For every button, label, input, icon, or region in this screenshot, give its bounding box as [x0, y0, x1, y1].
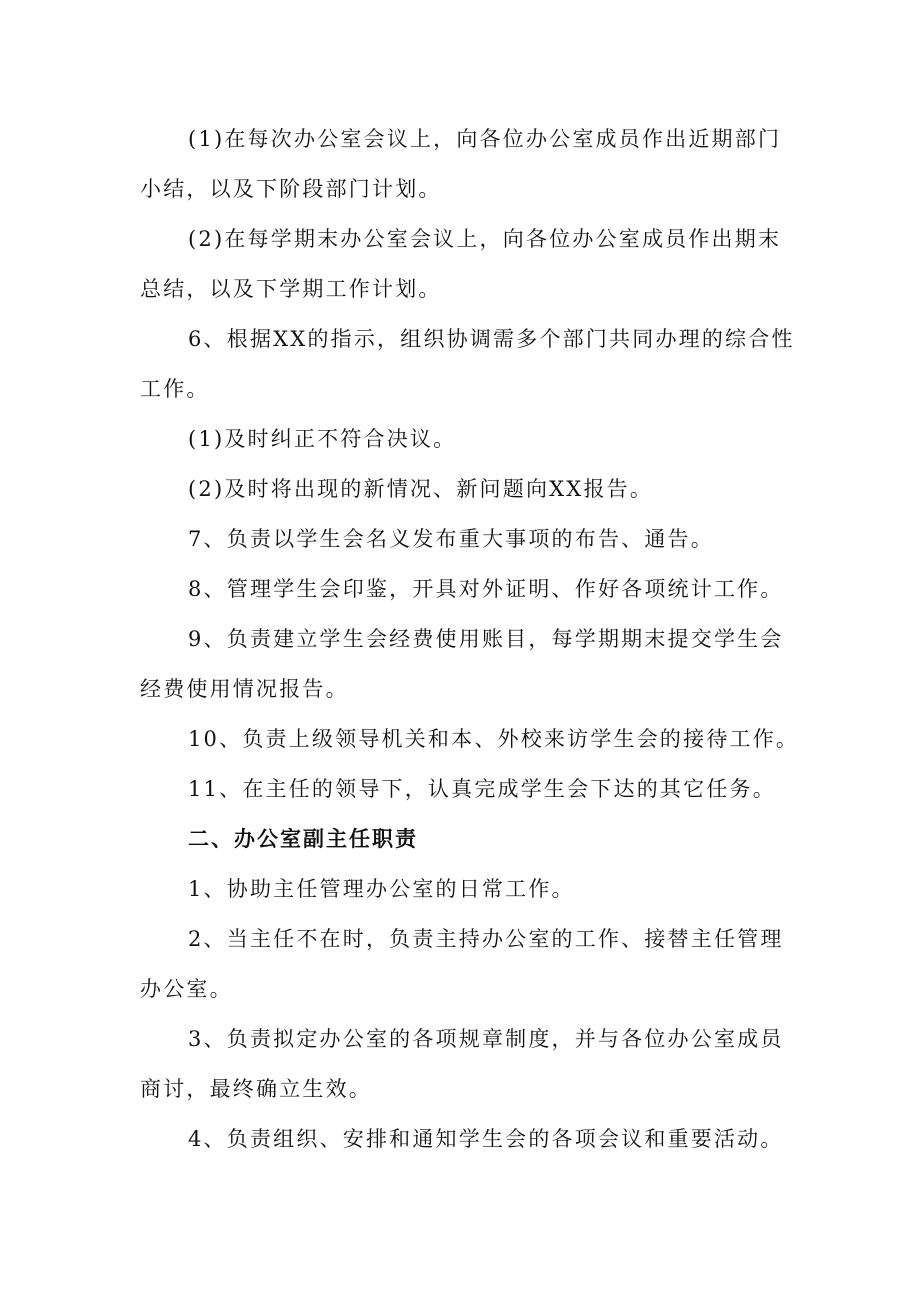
text-line: (1)及时纠正不符合决议。 [188, 427, 457, 451]
text-line: 10、负责上级领导机关和本、外校来访学生会的接待工作。 [188, 727, 800, 751]
text-line: 1、协助主任管理办公室的日常工作。 [188, 877, 575, 901]
text-line: 总结，以及下学期工作计划。 [140, 277, 442, 301]
text-line: 2、当主任不在时，负责主持办公室的工作、接替主任管理 [188, 927, 784, 951]
text-line: 8、管理学生会印鉴，开具对外证明、作好各项统计工作。 [188, 577, 784, 601]
document-body [140, 114, 800, 1164]
text-line: 工作。 [140, 377, 210, 401]
text-line: 6、根据XX的指示，组织协调需多个部门共同办理的综合性 [188, 327, 795, 351]
text-line: 经费使用情况报告。 [140, 677, 349, 701]
text-line: 11、在主任的领导下，认真完成学生会下达的其它任务。 [188, 777, 776, 801]
text-line: 小结，以及下阶段部门计划。 [140, 177, 442, 201]
section-heading: 二、办公室副主任职责 [188, 827, 418, 851]
text-line: 9、负责建立学生会经费使用账目，每学期期末提交学生会 [188, 627, 784, 651]
text-line: 7、负责以学生会名义发布重大事项的布告、通告。 [188, 527, 714, 551]
text-line: (2)在每学期末办公室会议上，向各位办公室成员作出期末 [188, 227, 782, 251]
text-line: (2)及时将出现的新情况、新问题向XX报告。 [188, 477, 654, 501]
text-line: 商讨，最终确立生效。 [140, 1077, 372, 1101]
text-line: 4、负责组织、安排和通知学生会的各项会议和重要活动。 [188, 1127, 784, 1151]
text-line: 办公室。 [140, 977, 233, 1001]
text-line: 3、负责拟定办公室的各项规章制度，并与各位办公室成员 [188, 1027, 784, 1051]
text-line: (1)在每次办公室会议上，向各位办公室成员作出近期部门 [188, 127, 782, 151]
